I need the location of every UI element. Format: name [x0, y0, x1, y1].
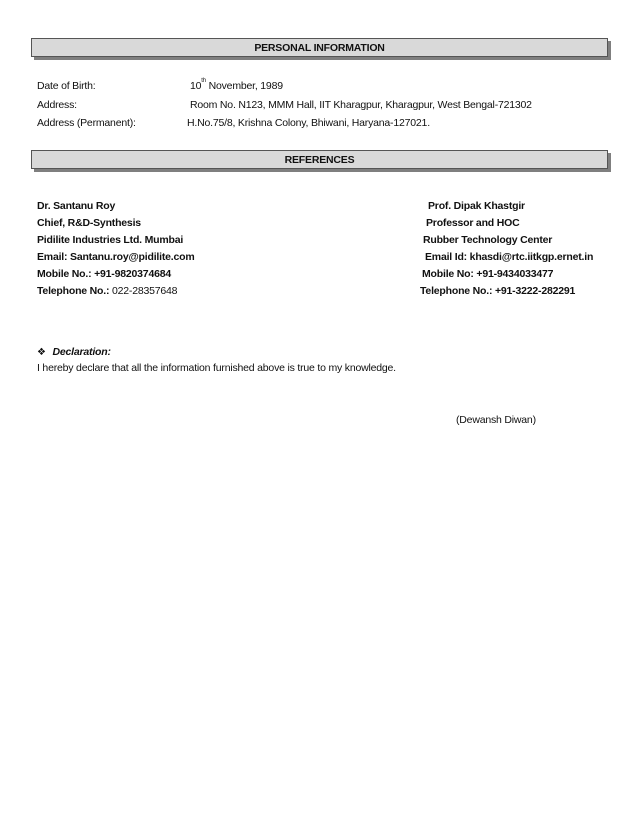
declaration-text: I hereby declare that all the information furnished above is true to my knowledge.: [37, 362, 396, 374]
dob-rest: November, 1989: [205, 80, 283, 92]
ref-left-title: Chief, R&D-Synthesis: [37, 217, 141, 229]
declaration-heading: [37, 346, 111, 358]
diamond-bullet-icon: ❖: [37, 347, 46, 358]
ref-left-telephone: [37, 285, 177, 297]
ref-right-title: Professor and HOC: [426, 217, 520, 229]
declaration-title: Declaration:: [52, 346, 111, 358]
permanent-address-label: Address (Permanent):: [37, 117, 136, 129]
dob-suffix: th: [201, 78, 206, 84]
ref-right-telephone: Telephone No.: +91-3222-282291: [420, 285, 576, 297]
references-heading: REFERENCES: [31, 150, 608, 169]
permanent-address-value: H.No.75/8, Krishna Colony, Bhiwani, Haryana-127021.: [187, 117, 430, 129]
ref-right-email: Email Id: khasdi@rtc.iitkgp.ernet.in: [425, 251, 594, 263]
ref-right-mobile-value: +91-9434033477: [476, 268, 554, 280]
dob-value: [190, 80, 283, 92]
address-value: Room No. N123, MMM Hall, IIT Kharagpur, Kharagpur, West Bengal-721302: [190, 99, 532, 111]
signature-name: (Dewansh Diwan): [456, 414, 536, 426]
ref-right-name: Prof. Dipak Khastgir: [428, 200, 525, 212]
ref-right-org: Rubber Technology Center: [423, 234, 553, 246]
ref-left-tel-label: Telephone No.:: [37, 285, 112, 297]
dob-label: Date of Birth:: [37, 80, 96, 92]
ref-left-org: Pidilite Industries Ltd. Mumbai: [37, 234, 184, 246]
address-label: Address:: [37, 99, 77, 111]
ref-left-mobile: Mobile No.: +91-9820374684: [37, 268, 171, 280]
ref-left-tel-value: 022-28357648: [111, 285, 178, 297]
dob-day: 10: [190, 80, 202, 92]
ref-right-mobile: [422, 268, 553, 280]
ref-left-name: Dr. Santanu Roy: [37, 200, 116, 212]
ref-left-email: Email: Santanu.roy@pidilite.com: [37, 251, 195, 263]
personal-info-heading: PERSONAL INFORMATION: [31, 38, 608, 57]
ref-right-mobile-label: Mobile No:: [422, 268, 477, 280]
